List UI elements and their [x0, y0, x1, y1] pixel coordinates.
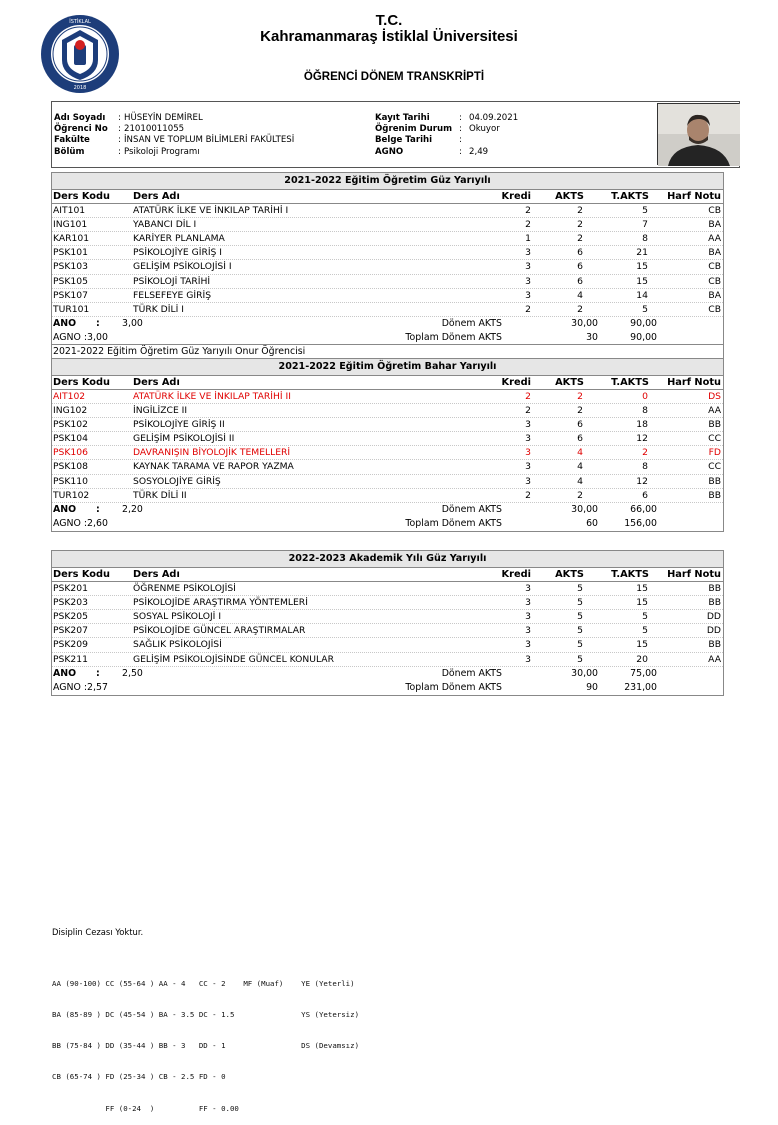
- course-akts: 2: [577, 219, 583, 231]
- course-code: PSK110: [53, 475, 88, 487]
- course-name: PSİKOLOJİYE GİRİŞ I: [133, 247, 222, 259]
- course-akts: 4: [577, 447, 583, 459]
- legend-line: FF (0-24 ) FF - 0.00: [52, 1103, 239, 1113]
- course-takts: 18: [636, 419, 648, 431]
- course-takts: 14: [636, 289, 648, 301]
- course-akts: 6: [577, 433, 583, 445]
- course-grade: DD: [706, 611, 721, 623]
- ano-value: 2,20: [122, 503, 143, 515]
- col-header-akts: AKTS: [555, 191, 584, 202]
- course-akts: 6: [577, 247, 583, 259]
- course-code: PSK211: [53, 653, 88, 665]
- course-credit: 2: [525, 390, 531, 402]
- student-info-box: [51, 101, 740, 168]
- course-akts: 6: [577, 261, 583, 273]
- course-code: ING101: [53, 219, 88, 231]
- col-header-grade: Harf Notu: [667, 569, 721, 580]
- course-name: TÜRK DİLİ I: [133, 303, 184, 315]
- ano-colon: :: [96, 317, 100, 329]
- course-takts: 15: [636, 639, 648, 651]
- course-grade: AA: [708, 233, 721, 245]
- course-credit: 2: [525, 303, 531, 315]
- ano-value: 3,00: [122, 317, 143, 329]
- course-name: SOSYAL PSİKOLOJİ I: [133, 611, 222, 623]
- course-takts: 0: [642, 390, 648, 402]
- course-credit: 2: [525, 219, 531, 231]
- info-row-document-date: [375, 135, 518, 146]
- course-code: PSK101: [53, 247, 88, 259]
- table-row: [52, 303, 723, 317]
- course-code: PSK201: [53, 583, 88, 595]
- semester-title: 2022-2023 Akademik Yılı Güz Yarıyılı: [52, 551, 723, 568]
- info-row-status: [375, 124, 518, 135]
- col-header-credit: Kredi: [501, 191, 531, 202]
- semester-summary: [52, 503, 723, 531]
- course-takts: 7: [642, 219, 648, 231]
- table-row: [52, 638, 723, 652]
- course-name: DAVRANIŞIN BİYOLOJİK TEMELLERİ: [133, 447, 291, 459]
- course-credit: 1: [525, 233, 531, 245]
- course-name: TÜRK DİLİ II: [133, 489, 187, 501]
- course-akts: 5: [577, 597, 583, 609]
- course-name: SOSYOLOJİYE GİRİŞ: [133, 475, 221, 487]
- course-code: PSK107: [53, 289, 88, 301]
- course-akts: 5: [577, 625, 583, 637]
- course-takts: 21: [636, 247, 648, 259]
- info-label: Öğrenim Durum: [375, 124, 453, 135]
- discipline-note: Disiplin Cezası Yoktur.: [52, 927, 144, 937]
- course-credit: 2: [525, 489, 531, 501]
- student-info-right: [375, 113, 518, 158]
- ano-label: ANO: [53, 667, 77, 679]
- donem-akts-value: 30,00: [571, 317, 598, 329]
- table-row: [52, 624, 723, 638]
- course-table: [52, 376, 723, 503]
- toplam-akts-label: Toplam Dönem AKTS: [405, 331, 502, 343]
- course-name: KAYNAK TARAMA VE RAPOR YAZMA: [133, 461, 294, 473]
- course-grade: BA: [708, 289, 721, 301]
- toplam-akts-label: Toplam Dönem AKTS: [405, 681, 502, 693]
- course-grade: BB: [708, 583, 721, 595]
- col-header-code: Ders Kodu: [53, 569, 110, 580]
- student-photo: [657, 103, 739, 165]
- course-table: [52, 568, 723, 667]
- course-grade: BA: [708, 247, 721, 259]
- course-code: KAR101: [53, 233, 90, 245]
- course-name: İNGİLİZCE II: [133, 405, 188, 417]
- course-takts: 15: [636, 597, 648, 609]
- table-row: [52, 246, 723, 260]
- course-rows: [52, 204, 723, 317]
- agno-value: AGNO :3,00: [53, 331, 108, 343]
- col-header-name: Ders Adı: [133, 376, 180, 388]
- course-credit: 3: [525, 261, 531, 273]
- table-row: [52, 432, 723, 446]
- table-row: [52, 232, 723, 246]
- course-akts: 4: [577, 461, 583, 473]
- student-name: HÜSEYİN DEMİREL: [124, 113, 203, 123]
- info-sep: :: [459, 135, 462, 146]
- course-takts: 2: [642, 447, 648, 459]
- semester-box: [51, 172, 724, 532]
- donem-akts-label: Dönem AKTS: [441, 667, 502, 679]
- table-header-row: [52, 376, 723, 390]
- table-row: [52, 489, 723, 503]
- table-row: [52, 460, 723, 474]
- col-header-credit: Kredi: [501, 376, 531, 388]
- course-grade: BB: [708, 597, 721, 609]
- course-name: ÖĞRENME PSİKOLOJİSİ: [133, 583, 236, 595]
- overall-agno: 2,49: [469, 146, 489, 157]
- course-takts: 20: [636, 653, 648, 665]
- col-header-grade: Harf Notu: [667, 376, 721, 388]
- course-grade: FD: [708, 447, 721, 459]
- ano-label: ANO: [53, 503, 77, 515]
- course-name: KARİYER PLANLAMA: [133, 233, 225, 245]
- agno-value: AGNO :2,57: [53, 681, 108, 693]
- donem-akts-value: 30,00: [571, 503, 598, 515]
- table-row: [52, 582, 723, 596]
- table-row: [52, 446, 723, 460]
- course-grade: CC: [708, 433, 721, 445]
- registration-date: 04.09.2021: [469, 113, 519, 123]
- col-header-name: Ders Adı: [133, 569, 180, 580]
- course-takts: 15: [636, 261, 648, 273]
- course-credit: 2: [525, 405, 531, 417]
- course-name: GELİŞİM PSİKOLOJİSİNDE GÜNCEL KONULAR: [133, 653, 334, 665]
- ano-colon: :: [96, 667, 100, 679]
- svg-text:İSTİKLAL: İSTİKLAL: [69, 19, 91, 25]
- course-takts: 15: [636, 275, 648, 287]
- student-faculty: İNSAN VE TOPLUM BİLİMLERİ FAKÜLTESİ: [124, 135, 295, 146]
- toplam-akts-label: Toplam Dönem AKTS: [405, 517, 502, 529]
- header-tc: T.C.: [375, 12, 403, 29]
- table-row: [52, 218, 723, 232]
- university-name: Kahramanmaraş İstiklal Üniversitesi: [260, 28, 518, 45]
- course-credit: 3: [525, 583, 531, 595]
- course-name: GELİŞİM PSİKOLOJİSİ I: [133, 261, 232, 273]
- info-sep: :: [459, 124, 462, 135]
- course-code: TUR102: [53, 489, 90, 501]
- course-credit: 3: [525, 433, 531, 445]
- course-credit: 3: [525, 247, 531, 259]
- col-header-code: Ders Kodu: [53, 191, 110, 202]
- info-label: Kayıt Tarihi: [375, 113, 430, 123]
- table-row: [52, 475, 723, 489]
- donem-takts-value: 75,00: [630, 667, 657, 679]
- table-header-row: [52, 568, 723, 582]
- course-takts: 5: [642, 303, 648, 315]
- course-takts: 12: [636, 433, 648, 445]
- col-header-code: Ders Kodu: [53, 376, 110, 388]
- course-code: PSK108: [53, 461, 88, 473]
- course-grade: CC: [708, 461, 721, 473]
- course-takts: 15: [636, 583, 648, 595]
- course-grade: CB: [708, 261, 721, 273]
- course-name: ATATÜRK İLKE VE İNKILAP TARİHİ II: [133, 390, 291, 402]
- course-grade: CB: [708, 275, 721, 287]
- course-takts: 8: [642, 405, 648, 417]
- legend-line: CB (65-74 ) FD (25-34 ) CB - 2.5 FD - 0: [52, 1072, 226, 1082]
- info-row-number: [54, 124, 294, 135]
- toplam-takts-value: 156,00: [624, 517, 657, 529]
- document-title: ÖĞRENCİ DÖNEM TRANSKRİPTİ: [303, 71, 485, 83]
- course-akts: 5: [577, 583, 583, 595]
- donem-takts-value: 66,00: [630, 503, 657, 515]
- semester-title: 2021-2022 Eğitim Öğretim Bahar Yarıyılı: [52, 359, 723, 376]
- course-credit: 3: [525, 597, 531, 609]
- grade-legend: [52, 958, 359, 1125]
- course-akts: 2: [577, 233, 583, 245]
- col-header-credit: Kredi: [501, 569, 531, 580]
- course-credit: 2: [525, 205, 531, 217]
- course-name: GELİŞİM PSİKOLOJİSİ II: [133, 433, 235, 445]
- student-department: Psikoloji Programı: [124, 146, 200, 157]
- col-header-akts: AKTS: [555, 569, 584, 580]
- course-code: TUR101: [53, 303, 90, 315]
- table-row: [52, 289, 723, 303]
- legend-line: BA (85-89 ) DC (45-54 ) BA - 3.5 DC - 1.5 YS (Yetersiz): [52, 1010, 360, 1020]
- table-row: [52, 418, 723, 432]
- course-name: FELSEFEYE GİRİŞ: [133, 289, 212, 301]
- course-credit: 3: [525, 639, 531, 651]
- course-grade: CB: [708, 205, 721, 217]
- course-credit: 3: [525, 611, 531, 623]
- course-akts: 5: [577, 653, 583, 665]
- course-grade: BA: [708, 219, 721, 231]
- course-akts: 2: [577, 489, 583, 501]
- toplam-takts-value: 231,00: [624, 681, 657, 693]
- col-header-grade: Harf Notu: [667, 191, 721, 202]
- col-header-takts: T.AKTS: [611, 376, 649, 388]
- course-code: ING102: [53, 405, 88, 417]
- course-akts: 5: [577, 611, 583, 623]
- info-row-faculty: [54, 135, 294, 146]
- col-header-name: Ders Adı: [133, 191, 180, 202]
- course-table: [52, 190, 723, 317]
- legend-line: AA (90-100) CC (55-64 ) AA - 4 CC - 2 MF (Muaf) YE (Yeterli): [52, 978, 355, 988]
- course-grade: DS: [708, 390, 721, 402]
- col-header-akts: AKTS: [555, 376, 584, 388]
- info-label: Fakülte: [54, 135, 90, 146]
- course-akts: 4: [577, 289, 583, 301]
- donem-takts-value: 90,00: [630, 317, 657, 329]
- course-name: ATATÜRK İLKE VE İNKILAP TARİHİ I: [133, 205, 289, 217]
- course-grade: BB: [708, 639, 721, 651]
- info-sep: :: [118, 135, 121, 146]
- agno-value: AGNO :2,60: [53, 517, 108, 529]
- course-takts: 6: [642, 489, 648, 501]
- course-takts: 8: [642, 233, 648, 245]
- course-code: PSK103: [53, 261, 88, 273]
- info-row-agno: [375, 147, 518, 158]
- course-name: YABANCI DİL I: [133, 219, 197, 231]
- ano-colon: :: [96, 503, 100, 515]
- course-grade: AA: [708, 405, 721, 417]
- legend-line: BB (75-84 ) DD (35-44 ) BB - 3 DD - 1 DS (Devamsız): [52, 1041, 360, 1051]
- course-akts: 2: [577, 390, 583, 402]
- course-takts: 12: [636, 475, 648, 487]
- table-row: [52, 653, 723, 667]
- info-label: Adı Soyadı: [54, 113, 106, 123]
- semester-summary: [52, 317, 723, 345]
- info-sep: :: [118, 124, 121, 135]
- course-name: SAĞLIK PSİKOLOJİSİ: [133, 639, 222, 651]
- info-label: AGNO: [375, 146, 404, 157]
- course-credit: 3: [525, 653, 531, 665]
- course-takts: 8: [642, 461, 648, 473]
- course-credit: 3: [525, 289, 531, 301]
- course-code: PSK207: [53, 625, 88, 637]
- ano-label: ANO: [53, 317, 77, 329]
- student-info-left: [54, 113, 294, 158]
- course-akts: 2: [577, 205, 583, 217]
- info-row-registration: [375, 113, 518, 124]
- course-akts: 2: [577, 405, 583, 417]
- course-takts: 5: [642, 625, 648, 637]
- course-name: PSİKOLOJİDE GÜNCEL ARAŞTIRMALAR: [133, 625, 306, 637]
- course-grade: AA: [708, 653, 721, 665]
- donem-akts-label: Dönem AKTS: [441, 503, 502, 515]
- donem-akts-value: 30,00: [571, 667, 598, 679]
- info-row-name: [54, 113, 294, 124]
- info-sep: :: [459, 113, 462, 123]
- course-code: PSK205: [53, 611, 88, 623]
- course-name: PSİKOLOJİ TARİHİ: [133, 275, 211, 287]
- course-akts: 6: [577, 419, 583, 431]
- course-code: AIT101: [53, 205, 86, 217]
- donem-akts-label: Dönem AKTS: [441, 317, 502, 329]
- honor-note: 2021-2022 Eğitim Öğretim Güz Yarıyılı Onur Öğrencisi: [52, 345, 723, 359]
- course-takts: 5: [642, 205, 648, 217]
- semester-summary: [52, 667, 723, 695]
- course-rows: [52, 390, 723, 503]
- course-grade: BB: [708, 419, 721, 431]
- info-label: Öğrenci No: [54, 124, 108, 135]
- course-code: PSK106: [53, 447, 88, 459]
- course-name: PSİKOLOJİYE GİRİŞ II: [133, 419, 225, 431]
- info-label: Bölüm: [54, 146, 85, 157]
- course-grade: CB: [708, 303, 721, 315]
- svg-text:2018: 2018: [73, 85, 87, 91]
- semester-title: 2021-2022 Eğitim Öğretim Güz Yarıyılı: [52, 173, 723, 190]
- course-akts: 4: [577, 475, 583, 487]
- table-row: [52, 390, 723, 404]
- course-code: PSK203: [53, 597, 88, 609]
- person-photo-icon: [658, 104, 740, 166]
- table-row: [52, 260, 723, 274]
- toplam-akts-value: 90: [586, 681, 598, 693]
- course-credit: 3: [525, 275, 531, 287]
- table-row: [52, 596, 723, 610]
- course-takts: 5: [642, 611, 648, 623]
- toplam-takts-value: 90,00: [630, 331, 657, 343]
- table-row: [52, 275, 723, 289]
- toplam-akts-value: 30: [586, 331, 598, 343]
- course-code: PSK209: [53, 639, 88, 651]
- table-row: [52, 204, 723, 218]
- course-akts: 2: [577, 303, 583, 315]
- course-credit: 3: [525, 625, 531, 637]
- info-row-department: [54, 147, 294, 158]
- table-row: [52, 404, 723, 418]
- course-credit: 3: [525, 419, 531, 431]
- course-akts: 6: [577, 275, 583, 287]
- course-rows: [52, 582, 723, 667]
- course-code: PSK104: [53, 433, 88, 445]
- student-number: 21010011055: [124, 124, 185, 135]
- education-status: Okuyor: [469, 124, 500, 135]
- table-row: [52, 610, 723, 624]
- course-grade: BB: [708, 475, 721, 487]
- table-header-row: [52, 190, 723, 204]
- toplam-akts-value: 60: [586, 517, 598, 529]
- info-sep: :: [118, 113, 121, 123]
- course-code: PSK105: [53, 275, 88, 287]
- ano-value: 2,50: [122, 667, 143, 679]
- col-header-takts: T.AKTS: [611, 569, 649, 580]
- course-grade: DD: [706, 625, 721, 637]
- col-header-takts: T.AKTS: [611, 191, 649, 202]
- course-code: PSK102: [53, 419, 88, 431]
- course-credit: 3: [525, 461, 531, 473]
- info-sep: :: [459, 146, 462, 157]
- semester-box: [51, 550, 724, 696]
- course-credit: 3: [525, 475, 531, 487]
- course-akts: 5: [577, 639, 583, 651]
- info-label: Belge Tarihi: [375, 135, 433, 146]
- course-grade: BB: [708, 489, 721, 501]
- course-credit: 3: [525, 447, 531, 459]
- course-name: PSİKOLOJİDE ARAŞTIRMA YÖNTEMLERİ: [133, 597, 308, 609]
- course-code: AIT102: [53, 390, 86, 402]
- info-sep: :: [118, 146, 121, 157]
